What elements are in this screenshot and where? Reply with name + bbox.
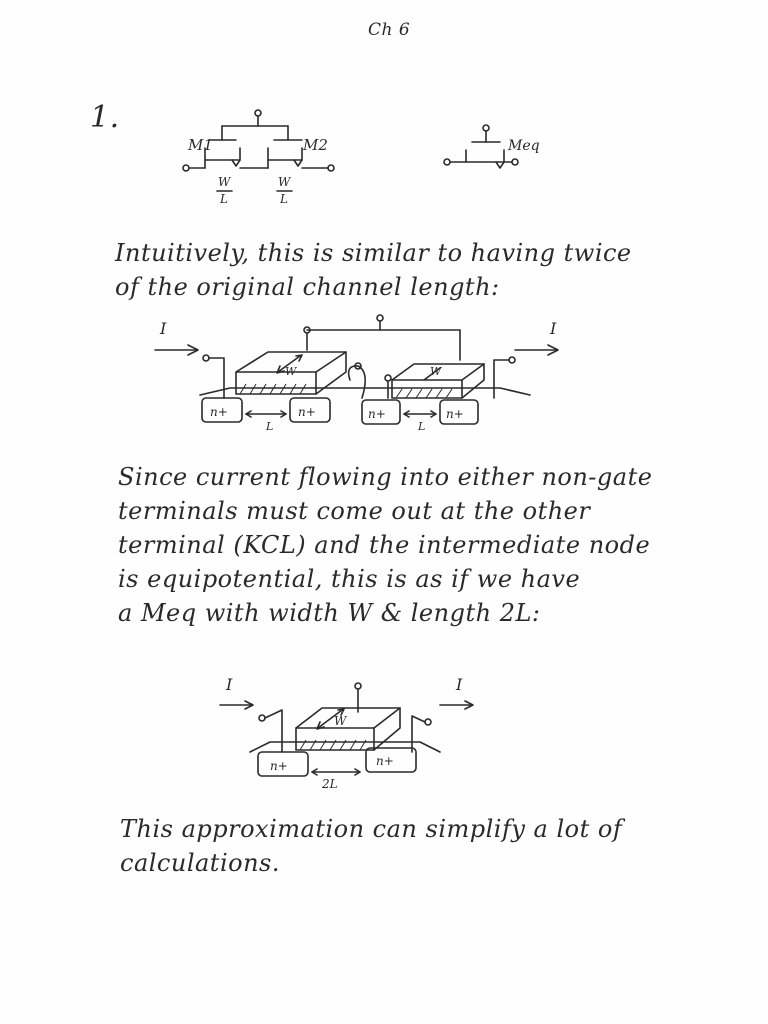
paragraph-line: This approximation can simplify a lot of (120, 815, 623, 843)
series-cross-section-figure (155, 315, 558, 433)
meq-label: Meq (508, 138, 540, 154)
paragraph-line: calculations. (120, 849, 280, 877)
well-label-3: n+ (368, 407, 386, 421)
meq-channel (466, 150, 504, 162)
paragraph-intuition (115, 236, 632, 304)
m2-channel (268, 148, 302, 160)
paragraph-kcl-explanation (118, 460, 652, 630)
problem-number: 1. (90, 100, 120, 135)
paragraph-line: Intuitively, this is similar to having twice (115, 239, 632, 267)
m1-ratio-numerator: W (218, 175, 231, 189)
equivalent-cross-section-figure (220, 675, 473, 791)
paragraph-line: terminals must come out at the other (118, 497, 591, 525)
m2-ratio-numerator: W (278, 175, 291, 189)
chapter-header: Ch 6 (368, 20, 411, 40)
well-label-4: n+ (446, 407, 464, 421)
well-label-1: n+ (210, 405, 228, 419)
length1-label: L (266, 420, 274, 433)
eq-width-label: W (334, 714, 347, 728)
gate2-width-label: W (430, 365, 442, 378)
length2-label: L (418, 420, 426, 433)
eq-length-label: 2L (322, 777, 338, 791)
meq-gate-node (483, 125, 489, 131)
m2-source-arrow (294, 160, 302, 166)
gate1-width-label: W (285, 365, 297, 378)
m2-ratio-denominator: L (280, 192, 288, 206)
eq-well-label-2: n+ (376, 754, 394, 768)
paragraph-line: a Meq with width W & length 2L: (118, 599, 541, 627)
paragraph-line: terminal (KCL) and the intermediate node (118, 531, 651, 559)
m1-label: M1 (188, 136, 213, 154)
paragraph-conclusion (120, 812, 622, 880)
paragraph-line: Since current flowing into either non-gate (118, 463, 653, 491)
m2-label: M2 (303, 136, 328, 154)
m1-ratio-denominator: L (220, 192, 228, 206)
input-current-label: I (160, 319, 167, 338)
output-current-label: I (550, 319, 557, 338)
eq-well-label-1: n+ (270, 759, 288, 773)
paragraph-line: of the original channel length: (115, 273, 500, 301)
paragraph-line: is equipotential, this is as if we have (118, 565, 581, 593)
series-transistor-schematic (183, 110, 518, 171)
m1-source-arrow (232, 160, 240, 166)
eq-input-current-label: I (226, 675, 233, 694)
eq-output-current-label: I (456, 675, 463, 694)
well-label-2: n+ (298, 405, 316, 419)
gate-node (255, 110, 261, 116)
eq-gate-block (296, 708, 400, 750)
